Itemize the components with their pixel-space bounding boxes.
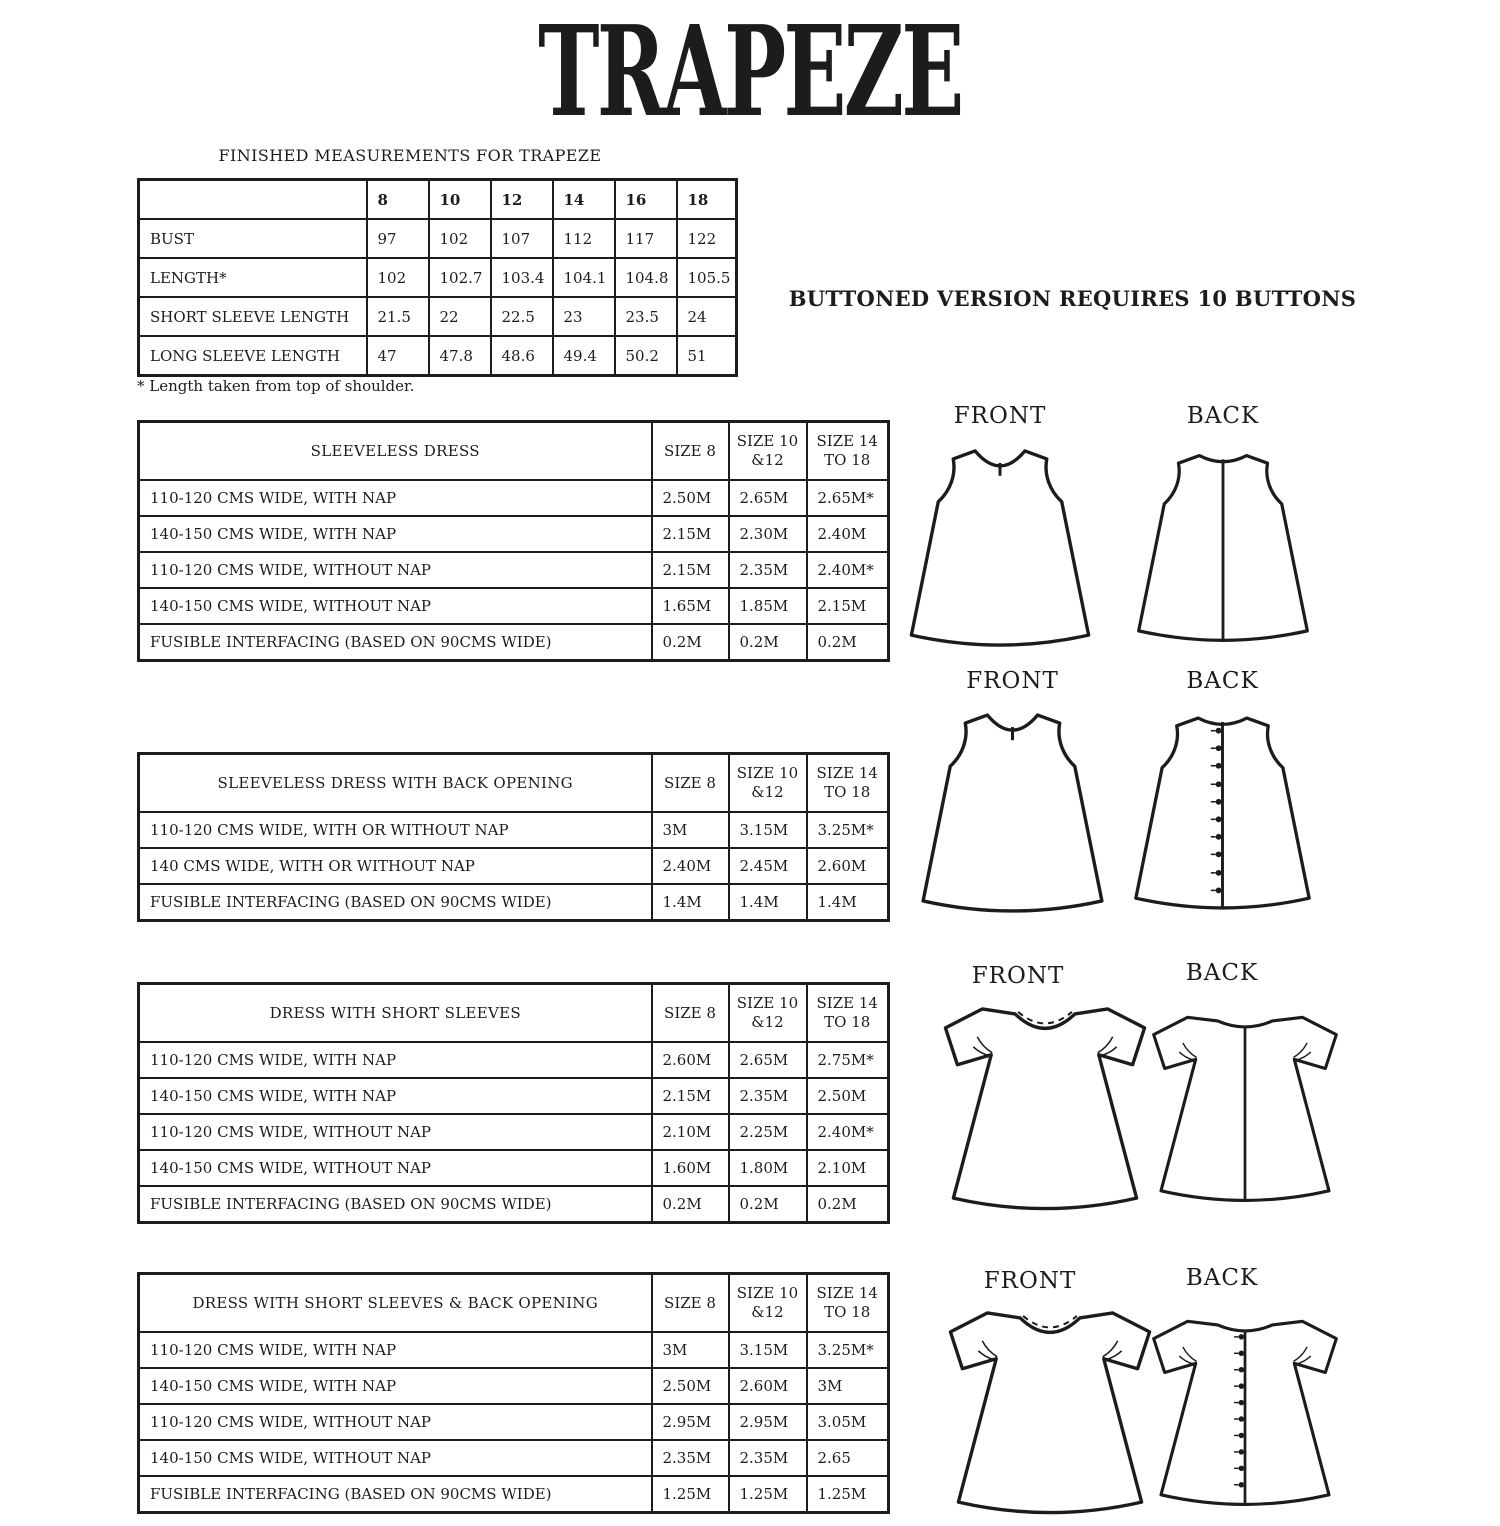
fabric-row — [139, 884, 889, 921]
fabric-table-header-row — [139, 422, 889, 481]
size-header-line: TO 18 — [824, 451, 871, 469]
size-header-line: SIZE 14 — [816, 994, 878, 1013]
size-column-header: 16 — [615, 180, 677, 220]
fabric-table-title: SLEEVELESS DRESS WITH BACK OPENING — [139, 754, 652, 813]
row-value: 1.60M — [652, 1150, 729, 1186]
row-value: 51 — [677, 336, 737, 376]
row-value: 0.2M — [807, 1186, 889, 1223]
measurement-row — [139, 258, 737, 297]
row-label: 140-150 CMS WIDE, WITH NAP — [139, 1368, 652, 1404]
page-title-text: TRAPEZE — [538, 0, 962, 145]
short-sleeve-dress-front-icon — [930, 998, 1160, 1222]
fabric-table-header-row — [139, 1274, 889, 1333]
row-label: 110-120 CMS WIDE, WITHOUT NAP — [139, 1404, 652, 1440]
fabric-table-sleeveless-dress — [137, 420, 890, 662]
row-value: 2.60M — [807, 848, 889, 884]
row-value: 117 — [615, 219, 677, 258]
fabric-row — [139, 1440, 889, 1476]
size-14-18-header — [807, 422, 889, 481]
fabric-table-title: SLEEVELESS DRESS — [139, 422, 652, 481]
row-label: 110-120 CMS WIDE, WITH NAP — [139, 1332, 652, 1368]
row-value: 3.15M — [729, 812, 807, 848]
fabric-table-title: DRESS WITH SHORT SLEEVES & BACK OPENING — [139, 1274, 652, 1333]
fabric-row — [139, 1186, 889, 1223]
front-label: FRONT — [983, 1268, 1077, 1294]
fabric-row — [139, 1476, 889, 1513]
fabric-row — [139, 588, 889, 624]
row-value: 2.65M — [729, 1042, 807, 1078]
row-value: 2.35M — [729, 1440, 807, 1476]
fabric-row — [139, 624, 889, 661]
row-value: 1.65M — [652, 588, 729, 624]
row-label: 110-120 CMS WIDE, WITH OR WITHOUT NAP — [139, 812, 652, 848]
size-header-line: &12 — [751, 1013, 784, 1031]
row-value: 1.4M — [652, 884, 729, 921]
row-value: 2.65M* — [807, 480, 889, 516]
row-value: 2.65 — [807, 1440, 889, 1476]
row-value: 1.80M — [729, 1150, 807, 1186]
button-requirement-note: BUTTONED VERSION REQUIRES 10 BUTTONS — [788, 286, 1357, 311]
row-value: 2.10M — [652, 1114, 729, 1150]
fabric-row — [139, 1404, 889, 1440]
size-header-line: SIZE 14 — [816, 432, 878, 451]
size-14-18-header — [807, 984, 889, 1043]
row-value: 47.8 — [429, 336, 491, 376]
row-value: 21.5 — [367, 297, 429, 336]
row-value: 2.10M — [807, 1150, 889, 1186]
fabric-table-header-row — [139, 754, 889, 813]
row-label: 140-150 CMS WIDE, WITH NAP — [139, 1078, 652, 1114]
fabric-row — [139, 480, 889, 516]
row-value: 2.75M* — [807, 1042, 889, 1078]
row-value: 2.15M — [652, 516, 729, 552]
row-value: 107 — [491, 219, 553, 258]
finished-measurements-table — [137, 178, 738, 377]
row-value: 2.15M — [652, 552, 729, 588]
length-footnote: * Length taken from top of shoulder. — [137, 377, 415, 395]
measurement-row — [139, 219, 737, 258]
size-header-line: SIZE 8 — [664, 1293, 716, 1312]
row-value: 102 — [367, 258, 429, 297]
row-label: FUSIBLE INTERFACING (BASED ON 90CMS WIDE) — [139, 1186, 652, 1223]
fabric-row — [139, 516, 889, 552]
row-label: 140-150 CMS WIDE, WITHOUT NAP — [139, 588, 652, 624]
sleeveless-dress-front-icon — [915, 702, 1110, 923]
row-value: 2.40M — [807, 516, 889, 552]
size-14-18-header — [807, 1274, 889, 1333]
row-value: 2.65M — [729, 480, 807, 516]
row-value: 1.4M — [807, 884, 889, 921]
fabric-row — [139, 848, 889, 884]
size-header-line: TO 18 — [824, 783, 871, 801]
row-label: LENGTH* — [139, 258, 367, 297]
row-value: 2.35M — [729, 1078, 807, 1114]
row-value: 2.95M — [652, 1404, 729, 1440]
fabric-table-header-row — [139, 984, 889, 1043]
row-value: 22 — [429, 297, 491, 336]
measurements-header-row — [139, 180, 737, 220]
row-value: 104.8 — [615, 258, 677, 297]
size-column-header: 12 — [491, 180, 553, 220]
row-value: 50.2 — [615, 336, 677, 376]
short-sleeve-dress-back-seam-icon — [1140, 998, 1350, 1222]
size-10-12-header — [729, 754, 807, 813]
measurements-heading: FINISHED MEASUREMENTS FOR TRAPEZE — [218, 146, 602, 165]
size-10-12-header — [729, 984, 807, 1043]
row-value: 1.25M — [807, 1476, 889, 1513]
row-value: 0.2M — [729, 1186, 807, 1223]
row-value: 0.2M — [652, 1186, 729, 1223]
row-value: 22.5 — [491, 297, 553, 336]
size-column-header: 18 — [677, 180, 737, 220]
row-value: 2.40M* — [807, 1114, 889, 1150]
size-header-line: TO 18 — [824, 1013, 871, 1031]
fabric-row — [139, 1368, 889, 1404]
fabric-row — [139, 552, 889, 588]
row-value: 97 — [367, 219, 429, 258]
row-value: 1.25M — [652, 1476, 729, 1513]
row-value: 2.30M — [729, 516, 807, 552]
row-value: 3.25M* — [807, 1332, 889, 1368]
row-label: 110-120 CMS WIDE, WITH NAP — [139, 480, 652, 516]
row-value: 2.40M — [652, 848, 729, 884]
fabric-table-title: DRESS WITH SHORT SLEEVES — [139, 984, 652, 1043]
size-column-header: 8 — [367, 180, 429, 220]
measurement-row — [139, 336, 737, 376]
size-8-header — [652, 754, 729, 813]
size-14-18-header — [807, 754, 889, 813]
size-header-line: &12 — [751, 1303, 784, 1321]
row-value: 3.15M — [729, 1332, 807, 1368]
row-value: 2.15M — [652, 1078, 729, 1114]
row-label: 110-120 CMS WIDE, WITHOUT NAP — [139, 552, 652, 588]
fabric-row — [139, 812, 889, 848]
row-value: 3.25M* — [807, 812, 889, 848]
back-label: BACK — [1186, 403, 1260, 429]
short-sleeve-dress-front-icon — [935, 1302, 1165, 1526]
measurement-row — [139, 297, 737, 336]
size-column-header: 10 — [429, 180, 491, 220]
size-10-12-header — [729, 422, 807, 481]
row-value: 104.1 — [553, 258, 615, 297]
row-value: 2.15M — [807, 588, 889, 624]
row-value: 3M — [652, 1332, 729, 1368]
row-value: 102 — [429, 219, 491, 258]
back-label: BACK — [1185, 960, 1259, 986]
fabric-table-sleeveless-back-opening — [137, 752, 890, 922]
row-value: 105.5 — [677, 258, 737, 297]
front-label: FRONT — [966, 668, 1059, 694]
row-label: FUSIBLE INTERFACING (BASED ON 90CMS WIDE) — [139, 1476, 652, 1513]
row-value: 1.25M — [729, 1476, 807, 1513]
size-8-header — [652, 984, 729, 1043]
row-value: 2.50M — [652, 480, 729, 516]
size-10-12-header — [729, 1274, 807, 1333]
fabric-table-short-sleeves — [137, 982, 890, 1224]
fabric-row — [139, 1042, 889, 1078]
back-label: BACK — [1186, 668, 1259, 694]
size-header-line: SIZE 8 — [664, 441, 716, 460]
row-label: 110-120 CMS WIDE, WITH NAP — [139, 1042, 652, 1078]
short-sleeve-dress-back-buttons-icon — [1140, 1302, 1350, 1526]
row-value: 47 — [367, 336, 429, 376]
row-value: 2.45M — [729, 848, 807, 884]
row-label: 110-120 CMS WIDE, WITHOUT NAP — [139, 1114, 652, 1150]
size-header-line: SIZE 14 — [816, 1284, 878, 1303]
row-value: 0.2M — [807, 624, 889, 661]
size-header-line: TO 18 — [824, 1303, 871, 1321]
fabric-table-short-sleeves-back-opening — [137, 1272, 890, 1514]
sleeveless-dress-back-buttons-icon — [1130, 702, 1315, 923]
row-value: 2.50M — [807, 1078, 889, 1114]
front-label: FRONT — [971, 963, 1065, 989]
row-label: SHORT SLEEVE LENGTH — [139, 297, 367, 336]
size-header-line: SIZE 14 — [816, 764, 878, 783]
row-value: 1.85M — [729, 588, 807, 624]
row-label: 140-150 CMS WIDE, WITHOUT NAP — [139, 1440, 652, 1476]
row-value: 3M — [652, 812, 729, 848]
row-value: 1.4M — [729, 884, 807, 921]
row-value: 2.40M* — [807, 552, 889, 588]
fabric-row — [139, 1078, 889, 1114]
row-value: 24 — [677, 297, 737, 336]
row-value: 102.7 — [429, 258, 491, 297]
row-value: 3M — [807, 1368, 889, 1404]
row-value: 103.4 — [491, 258, 553, 297]
row-value: 2.35M — [652, 1440, 729, 1476]
fabric-row — [139, 1332, 889, 1368]
page-title — [0, 0, 1500, 145]
row-value: 2.95M — [729, 1404, 807, 1440]
fabric-row — [139, 1114, 889, 1150]
row-value: 2.60M — [729, 1368, 807, 1404]
fabric-row — [139, 1150, 889, 1186]
row-value: 3.05M — [807, 1404, 889, 1440]
row-value: 23 — [553, 297, 615, 336]
size-8-header — [652, 1274, 729, 1333]
back-label: BACK — [1185, 1265, 1259, 1291]
measurements-empty-header — [139, 180, 367, 220]
sleeveless-dress-back-seam-icon — [1133, 438, 1313, 657]
row-value: 48.6 — [491, 336, 553, 376]
size-header-line: SIZE 10 — [736, 994, 799, 1013]
row-value: 2.25M — [729, 1114, 807, 1150]
row-value: 49.4 — [553, 336, 615, 376]
sleeveless-dress-front-icon — [905, 438, 1095, 657]
row-value: 122 — [677, 219, 737, 258]
size-header-line: SIZE 10 — [736, 1284, 799, 1303]
size-header-line: &12 — [751, 783, 784, 801]
row-value: 112 — [553, 219, 615, 258]
row-label: 140-150 CMS WIDE, WITHOUT NAP — [139, 1150, 652, 1186]
size-column-header: 14 — [553, 180, 615, 220]
size-header-line: SIZE 10 — [736, 764, 799, 783]
row-value: 2.50M — [652, 1368, 729, 1404]
row-label: FUSIBLE INTERFACING (BASED ON 90CMS WIDE) — [139, 624, 652, 661]
size-header-line: SIZE 8 — [664, 1003, 716, 1022]
row-label: 140 CMS WIDE, WITH OR WITHOUT NAP — [139, 848, 652, 884]
size-header-line: &12 — [751, 451, 784, 469]
row-value: 2.35M — [729, 552, 807, 588]
row-label: BUST — [139, 219, 367, 258]
row-value: 0.2M — [729, 624, 807, 661]
row-label: 140-150 CMS WIDE, WITH NAP — [139, 516, 652, 552]
row-value: 23.5 — [615, 297, 677, 336]
row-label: FUSIBLE INTERFACING (BASED ON 90CMS WIDE) — [139, 884, 652, 921]
size-header-line: SIZE 8 — [664, 773, 716, 792]
row-value: 2.60M — [652, 1042, 729, 1078]
size-8-header — [652, 422, 729, 481]
row-label: LONG SLEEVE LENGTH — [139, 336, 367, 376]
row-value: 0.2M — [652, 624, 729, 661]
front-label: FRONT — [953, 403, 1047, 429]
size-header-line: SIZE 10 — [736, 432, 799, 451]
